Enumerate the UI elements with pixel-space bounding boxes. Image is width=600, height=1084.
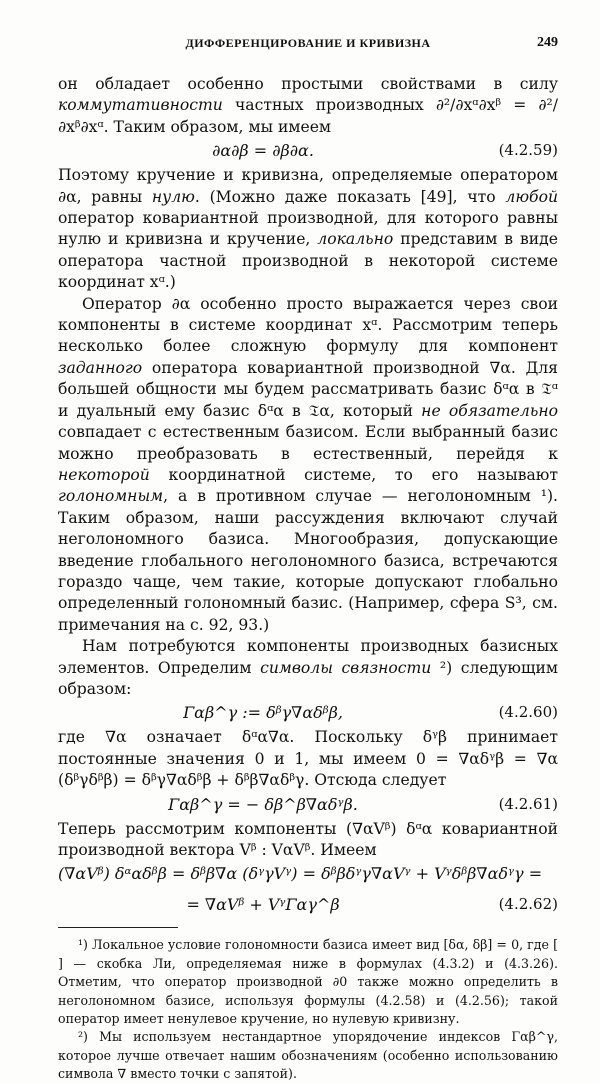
equation-4-2-60: Γαβ^γ := δᵝγ∇αδᵝβ, (4.2.60) <box>183 703 558 723</box>
paragraph-2: Поэтому кручение и кривизна, определяемые оператором ∂α, равны нулю. (Можно даже показать [49], что любой оператор ковариантной производной, для которого равны нулю и кривизна и кручение, локально представим в виде оператора частной производной в некоторой системе координат xᵅ.) <box>58 166 558 292</box>
page-header <box>58 36 558 58</box>
footnote-2: ²) Мы используем нестандартное упорядочение индексов Γαβ^γ, которое лучше отвечает нашим обозначениям (особенно использованию символа ∇ вместо точки с запятой). <box>58 1029 558 1082</box>
body-text <box>58 74 558 1084</box>
equation-4-2-62-line-1: (∇αVᵝ) δᵅαδᵝβ = δᵝβ∇α (δᵞγVᵞ) = δᵝβδᵞγ∇αVᵞ + Vᵞδᵝβ∇αδᵞγ = <box>58 864 543 884</box>
paragraph-4: Нам потребуются компоненты производных базисных элементов. Определим символы связности ²) следующим образом: <box>58 637 558 698</box>
equation-4-2-61: Γαβ^γ = − δβ^β∇αδᵞβ. (4.2.61) <box>168 794 558 814</box>
paragraph-3: Оператор ∂α особенно просто выражается через свои компоненты в системе координат xᵅ. Рассмотрим теперь несколько более сложную формулу для компонент заданного оператора ковариантной производной ∇α. Для большей общности мы будем рассматривать базис δᵅα в 𝔗ᵅ и дуальный ему базис δᵅα в 𝔗α, который не обязательно совпадает с естественным базисом. Если выбранный базис можно преобразовать в естественный, перейдя к некоторой координатной системе, то его называют голономным, а в противном случае — неголономным ¹). Таким образом, наши рассуждения включают случай неголономного базиса. Многообразия, допускающие введение глобального неголономного базиса, встречаются гораздо чаще, чем такие, которые допускают глобально определенный голономный базис. (Например, сфера S³, см. примечания на с. 92, 93.) <box>58 294 558 634</box>
footnote-1: ¹) Локальное условие голономности базиса имеет вид [δα, δβ] = 0, где [ ] — скобка Ли, определяемая ниже в формулах (4.3.2) и (4.3.26). Отметим, что оператор производной ∂0 также можно определить в неголономном базисе, используя формулы (4.2.58) и (4.2.56); такой оператор имеет ненулевое кручение, но нулевую кривизну. <box>58 937 558 1027</box>
equation-4-2-59: ∂α∂β = ∂β∂α. (4.2.59) <box>212 141 558 161</box>
paragraph-6: Теперь рассмотрим компоненты (∇αVᵝ) δᵅα ковариантной производной вектора Vᵝ : VαVᵝ. Имеем <box>58 819 558 859</box>
page-number: 249 <box>537 35 558 50</box>
paragraph-1: он обладает особенно простыми свойствами в силу коммутативности частных производных ∂²/∂xᵅ∂xᵝ = ∂²/∂xᵝ∂xᵅ. Таким образом, мы имеем <box>58 75 558 136</box>
footnote-divider <box>58 927 178 928</box>
paragraph-5: где ∇α означает δᵅα∇α. Поскольку δᵞβ принимает постоянные значения 0 и 1, мы имеем 0 = ∇αδᵞβ = ∇α (δᵝγδᵝβ) = δᵝγ∇αδᵝβ + δᵝβ∇αδᵝγ. Отсюда следует <box>58 728 558 790</box>
running-title: ДИФФЕРЕНЦИРОВАНИЕ И КРИВИЗНА <box>185 36 431 50</box>
equation-4-2-62-line-2: = ∇αVᵝ + VᵞΓαγ^β (4.2.62) <box>186 895 558 915</box>
